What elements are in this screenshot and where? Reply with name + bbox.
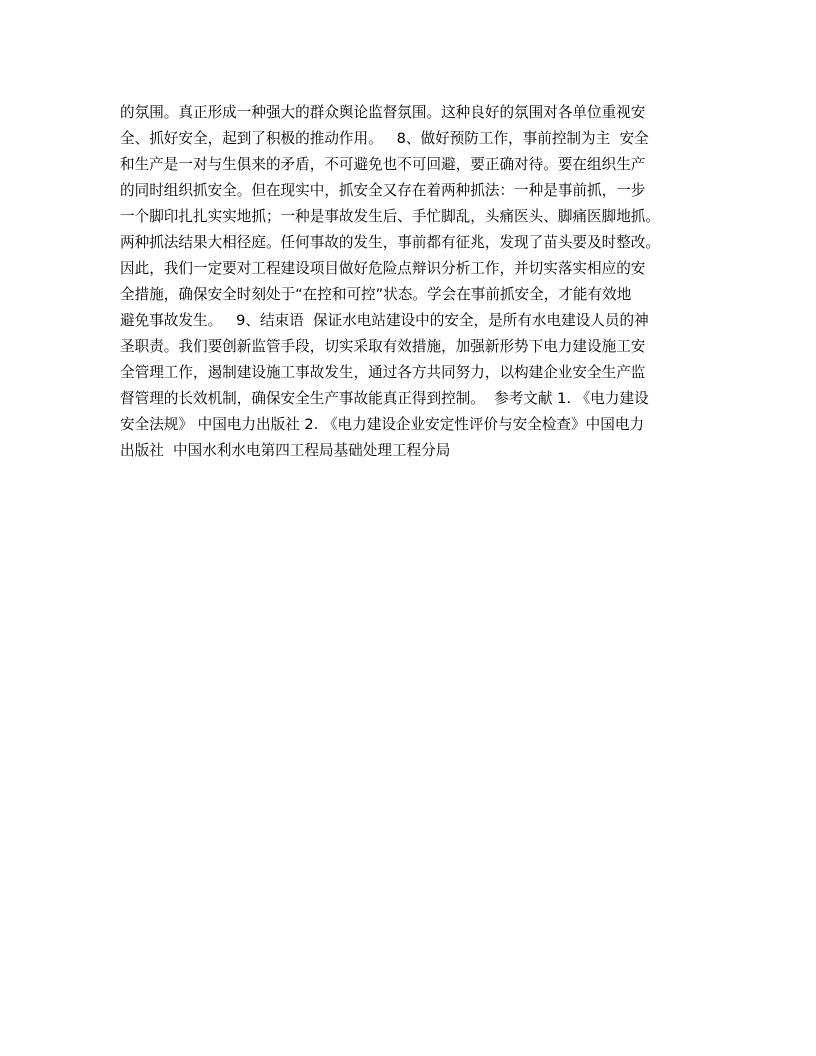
text-line: 两种抓法结果大相径庭。任何事故的发生，事前都有征兆，发现了苗头要及时整改。	[120, 234, 660, 251]
text-line: 全、抓好安全，起到了积极的推动作用。 8、做好预防工作，事前控制为主 安全	[120, 130, 649, 147]
text-line: 圣职责。我们要创新监管手段，切实采取有效措施，加强新形势下电力建设施工安	[120, 338, 646, 355]
text-line: 的氛围。真正形成一种强大的群众舆论监督氛围。这种良好的氛围对各单位重视安	[120, 104, 646, 121]
text-line: 和生产是一对与生俱来的矛盾，不可避免也不可回避，要正确对待。要在组织生产	[120, 156, 646, 173]
text-line: 安全法规》 中国电力出版社 2. 《电力建设企业安定性评价与安全检查》中国电力	[120, 416, 645, 433]
text-line: 全管理工作，遏制建设施工事故发生，通过各方共同努力，以构建企业安全生产监	[120, 364, 646, 381]
text-line: 出版社 中国水利水电第四工程局基础处理工程分局	[120, 442, 451, 459]
text-line: 避免事故发生。 9、结束语 保证水电站建设中的安全，是所有水电建设人员的神	[120, 312, 649, 329]
text-line: 的同时组织抓安全。但在现实中，抓安全又存在着两种抓法：一种是事前抓，一步	[120, 182, 646, 199]
body-text	[120, 100, 704, 464]
text-line: 一个脚印扎扎实实地抓；一种是事故发生后、手忙脚乱，头痛医头、脚痛医脚地抓。	[120, 208, 660, 225]
text-line: 因此，我们一定要对工程建设项目做好危险点辩识分析工作，并切实落实相应的安	[120, 260, 646, 277]
text-line: 全措施，确保安全时刻处于“在控和可控”状态。学会在事前抓安全，才能有效地	[120, 286, 632, 303]
text-line: 督管理的长效机制，确保安全生产事故能真正得到控制。 参考文献 1. 《电力建设	[120, 390, 649, 407]
